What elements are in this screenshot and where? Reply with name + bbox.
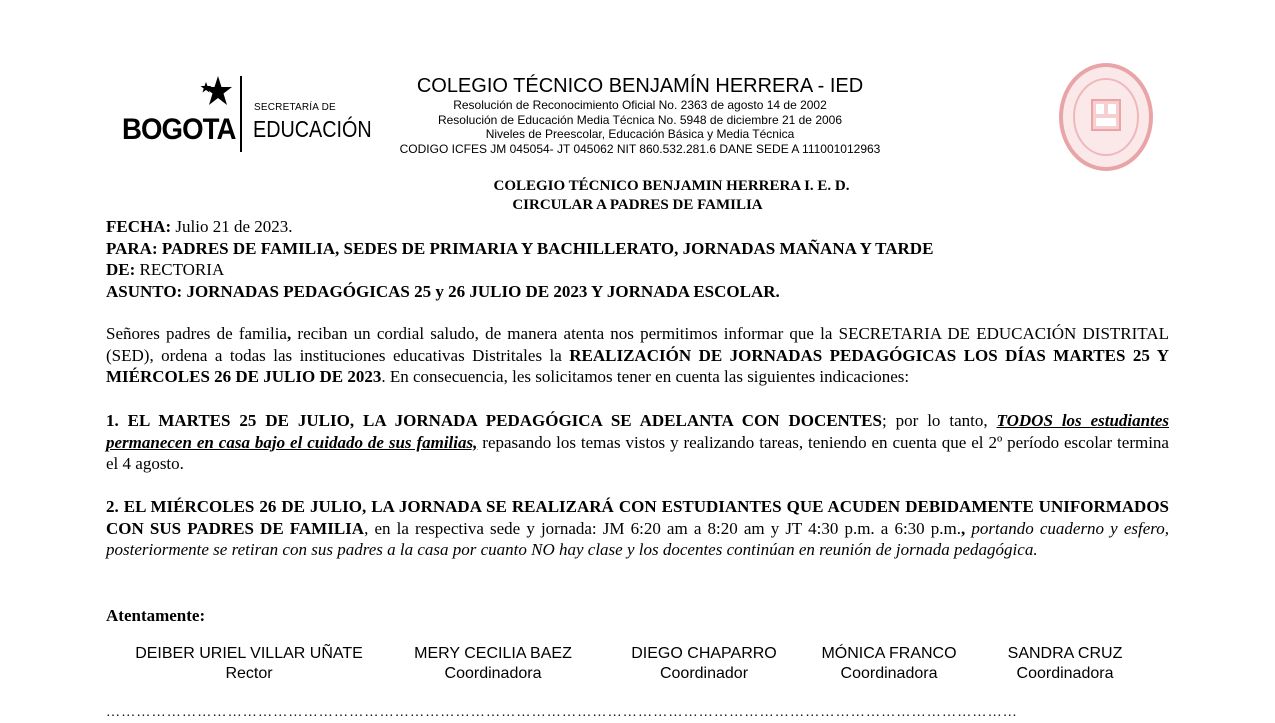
signature-block	[110, 644, 388, 684]
text-run: REALIZACIÓN DE JORNADAS PEDAGÓGICAS LOS DÍAS MARTES 25 Y MIÉRCOLES 26 DE JULIO DE 2023	[106, 345, 1169, 386]
text-run: 1. EL MARTES 25 DE JULIO, LA JORNADA PEDAGÓGICA SE ADELANTA CON DOCENTES	[106, 411, 882, 430]
paragraph-point-1	[106, 410, 1169, 475]
paragraph-point-2	[106, 496, 1169, 561]
subject-line	[106, 281, 780, 302]
header-line: Resolución de Reconocimiento Oficial No. 2363 de agosto 14 de 2002	[453, 98, 827, 112]
signatory-name: SANDRA CRUZ	[1007, 645, 1123, 662]
logo-secretaria: SECRETARÍA DE	[254, 102, 336, 113]
logo-divider	[240, 76, 242, 152]
signature-block	[614, 644, 794, 684]
closing: Atentamente:	[106, 606, 206, 625]
signatory-name: MÓNICA FRANCO	[821, 645, 957, 662]
sender-line	[106, 259, 224, 280]
circular-institution: COLEGIO TÉCNICO BENJAMIN HERRERA I. E. D.	[493, 178, 850, 194]
school-seal-icon	[1058, 62, 1154, 172]
signatory-role: Coordinadora	[1016, 665, 1114, 682]
text-run: 2. EL MIÉRCOLES 26 DE JULIO, LA JORNADA SE REALIZARÁ CON ESTUDIANTES QUE ACUDEN DEBIDAMENTE UNIFORMADOS CON SUS PADRES DE FAMILIA	[106, 497, 1169, 538]
date-line	[106, 216, 293, 237]
signature-block	[990, 644, 1140, 684]
bogota-logo	[122, 74, 372, 154]
text-run: portando cuaderno y esfero, posteriormente se retiran con sus padres a la casa por cuanto NO hay clase y los docentes continúan en reunión de jornada pedagógica.	[106, 518, 1169, 559]
signatory-name: DEIBER URIEL VILLAR UÑATE	[135, 645, 363, 662]
header-line: Resolución de Educación Media Técnica No. 5948 de diciembre 21 de 2006	[437, 112, 843, 127]
circular-title: CIRCULAR A PADRES DE FAMILIA	[512, 197, 763, 213]
paragraph-intro	[106, 323, 1169, 388]
star-icon	[196, 74, 232, 114]
text-run: , en la respectiva sede y jornada: JM 6:20 am a 8:20 am y JT 4:30 p.m. a 6:30 p.m.	[364, 518, 962, 538]
subject-value: JORNADAS PEDAGÓGICAS 25 y 26 JULIO DE 2023 Y JORNADA ESCOLAR.	[182, 282, 780, 301]
signatory-role: Coordinadora	[840, 665, 938, 682]
text-run: Señores padres de familia	[106, 324, 287, 343]
header-line: Niveles de Preescolar, Educación Básica y Media Técnica	[485, 127, 795, 141]
text-run: . En consecuencia, les solicitamos tener en cuenta las siguientes indicaciones:	[381, 367, 910, 386]
signature-block	[808, 644, 970, 684]
sender-label: DE:	[106, 260, 136, 279]
text-run: ,	[961, 518, 966, 538]
recipient-line	[106, 238, 933, 259]
signatory-role: Coordinadora	[444, 665, 542, 682]
date-label: FECHA:	[106, 217, 172, 236]
text-run: repasando los temas vistos y realizando tareas, teniendo en cuenta que el 2º período escolar termina el 4 agosto.	[106, 432, 1169, 473]
header-line: CODIGO ICFES JM 045054- JT 045062 NIT 860.532.281.6 DANE SEDE A 111001012963	[399, 141, 881, 156]
recipient-value: PADRES DE FAMILIA, SEDES DE PRIMARIA Y BACHILLERATO, JORNADAS MAÑANA Y TARDE	[157, 239, 934, 258]
signatory-role: Rector	[225, 665, 273, 682]
letterhead	[380, 74, 900, 156]
signature-block	[398, 644, 588, 684]
recipient-label: PARA:	[106, 239, 158, 258]
text-run: ; por lo tanto,	[881, 411, 997, 430]
signatory-name: MERY CECILIA BAEZ	[414, 645, 572, 662]
text-run: reciban un cordial saludo, de manera atenta nos permitimos informar que la SECRETARIA DE EDUCACIÓN DISTRITAL (SED), ordena a todas las instituciones educativas Distritales la	[106, 324, 1169, 365]
school-name: COLEGIO TÉCNICO BENJAMÍN HERRERA - IED	[416, 75, 864, 97]
logo-city-name: BOGOTA	[122, 113, 236, 146]
text-run: ,	[286, 324, 292, 343]
text-run: TODOS los estudiantes permanecen en casa bajo el cuidado de sus familias,	[106, 411, 1169, 452]
logo-educacion: EDUCACIÓN	[253, 116, 372, 142]
dotted-separator: ………………………………………………………………………………………………………………………………………………………………	[106, 705, 1018, 720]
signatory-name: DIEGO CHAPARRO	[631, 645, 777, 662]
subject-label: ASUNTO:	[106, 282, 183, 301]
date-value: Julio 21 de 2023.	[171, 217, 293, 236]
signatory-role: Coordinador	[659, 665, 749, 682]
sender-value: RECTORIA	[135, 260, 225, 279]
